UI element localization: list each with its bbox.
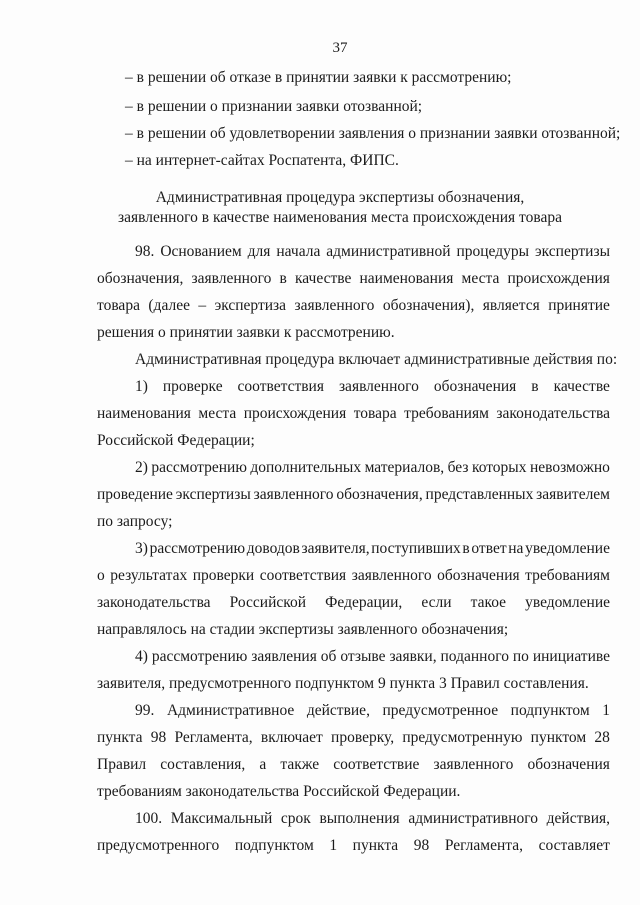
word: заявителем <box>536 486 610 503</box>
word: Максимальный <box>170 810 273 827</box>
word: срок <box>280 810 311 827</box>
word: результатах <box>110 567 188 584</box>
word: качестве <box>553 378 610 395</box>
text-line: Российской Федерации; <box>97 432 255 449</box>
word: по <box>512 648 529 665</box>
word: 98 <box>150 729 167 746</box>
word: Российской <box>229 594 307 611</box>
word: такое <box>470 594 507 611</box>
text-line: требованиям законодательства Российской Федерации. <box>97 783 461 800</box>
section-heading-line: Административная процедура экспертизы обозначения, <box>155 189 525 206</box>
word: заявленного <box>294 297 375 314</box>
text-line <box>135 379 610 395</box>
word: также <box>280 756 320 773</box>
word: действия, <box>546 810 610 827</box>
text-line <box>97 298 610 314</box>
word: на <box>508 540 524 557</box>
word: невозможно <box>529 459 610 476</box>
word: наименования <box>359 270 454 287</box>
word: заявки, <box>389 648 437 665</box>
text-line <box>97 757 610 773</box>
word: которых <box>471 459 527 476</box>
text-line <box>135 541 610 557</box>
text-line: Административная процедура включает административные действия по: <box>135 351 618 368</box>
word: Регламента, <box>444 837 523 854</box>
word: качестве <box>294 270 352 287</box>
word: требованиям <box>404 405 489 422</box>
word: 1 <box>602 702 610 719</box>
word: административной <box>326 243 451 260</box>
word: наименования <box>97 405 191 422</box>
word: уведомление <box>525 540 610 557</box>
text-line: заявителя, предусмотренного подпунктом 9 пункта 3 Правил составления. <box>97 675 589 692</box>
text-line <box>135 703 610 719</box>
bullet-item: – в решении об удовлетворении заявления о признании заявки отозванной; <box>125 125 621 142</box>
word: заявленного <box>338 378 419 395</box>
word: представленных <box>425 486 534 503</box>
word: подпунктом <box>510 702 590 719</box>
word: уведомление <box>525 594 610 611</box>
word: Федерации, <box>325 594 403 611</box>
text-line: по запросу; <box>97 513 173 530</box>
word: выполнения <box>319 810 400 827</box>
text-line <box>97 406 610 422</box>
word: экспертизы <box>175 486 251 503</box>
word: – <box>198 297 207 314</box>
word: а <box>259 756 267 773</box>
word: инициативе <box>532 648 610 665</box>
word: (далее <box>148 297 190 314</box>
word: об <box>320 648 337 665</box>
word: обозначения <box>527 756 610 773</box>
word: предусмотренного <box>97 837 220 854</box>
word: процедуры <box>456 243 530 260</box>
text-line: направлялось на стадии экспертизы заявленного обозначения; <box>97 621 509 638</box>
word: рассмотрению <box>151 648 248 665</box>
word: заявления <box>251 648 317 665</box>
word: для <box>247 243 271 260</box>
word: пункта <box>97 729 143 746</box>
word: соответствие <box>333 756 420 773</box>
text-line <box>97 568 610 584</box>
word: требованиям <box>525 567 610 584</box>
word: рассмотрению <box>151 459 247 476</box>
word: принятие <box>548 297 610 314</box>
word: в <box>279 270 287 287</box>
word: обозначения <box>433 378 517 395</box>
text-line <box>97 487 610 503</box>
word: Регламента, <box>174 729 253 746</box>
word: 99. <box>135 702 155 719</box>
bullet-item: – в решении об отказе в принятии заявки к рассмотрению; <box>125 69 512 86</box>
word: административного <box>408 810 539 827</box>
word: Основанием <box>160 243 242 260</box>
word: заявленного <box>191 270 272 287</box>
word: 28 <box>594 729 610 746</box>
word: пункта <box>352 837 399 854</box>
word: проверке <box>162 378 223 395</box>
word: происхождения <box>243 405 347 422</box>
word: включает <box>260 729 323 746</box>
text-line: решения о принятии заявки к рассмотрению. <box>97 324 395 341</box>
word: 100. <box>135 810 163 827</box>
word: 1 <box>329 837 338 854</box>
text-line <box>135 460 610 476</box>
word: пунктом <box>530 729 587 746</box>
word: 98 <box>413 837 430 854</box>
text-line <box>97 730 610 746</box>
word: обозначения), <box>382 297 475 314</box>
text-line <box>97 838 610 854</box>
word: заявителя, <box>301 540 370 557</box>
word: экспертизы <box>534 243 610 260</box>
word: составления, <box>160 756 246 773</box>
word: соответствия <box>259 567 347 584</box>
word: товара <box>97 297 140 314</box>
word: поступивших <box>371 540 461 557</box>
word: заявленного <box>253 486 334 503</box>
word: законодательства <box>496 405 610 422</box>
word: Административное <box>166 702 295 719</box>
text-line <box>97 271 610 287</box>
word: в <box>462 540 470 557</box>
word: о <box>97 567 105 584</box>
word: обозначения <box>437 567 520 584</box>
section-heading-line: заявленного в качестве наименования места происхождения товара <box>117 209 562 226</box>
word: законодательства <box>97 594 211 611</box>
word: места <box>461 270 500 287</box>
word: рассмотрению <box>149 540 246 557</box>
word: предусмотренное <box>382 702 499 719</box>
word: поданного <box>440 648 509 665</box>
bullet-item: – в решении о признании заявки отозванной; <box>125 98 423 115</box>
word: происхождения <box>507 270 610 287</box>
word: проведение <box>97 486 173 503</box>
word: заявленного <box>351 567 432 584</box>
word: 1) <box>135 378 148 395</box>
word: доводов <box>246 540 300 557</box>
word: действие, <box>306 702 370 719</box>
bullet-item: – на интернет-сайтах Роспатента, ФИПС. <box>125 152 399 169</box>
word: обозначения, <box>97 270 184 287</box>
word: в <box>531 378 539 395</box>
page-number: 37 <box>332 40 348 56</box>
word: предусмотренную <box>402 729 523 746</box>
word: материалов, <box>364 459 445 476</box>
word: если <box>421 594 452 611</box>
text-line <box>135 244 610 260</box>
word: 3) <box>135 540 148 557</box>
text-line <box>135 649 610 665</box>
word: обозначения, <box>336 486 423 503</box>
word: без <box>447 459 469 476</box>
word: 4) <box>135 648 148 665</box>
word: проверку, <box>331 729 395 746</box>
word: экспертиза <box>214 297 287 314</box>
word: отзыве <box>340 648 386 665</box>
word: соответствия <box>237 378 324 395</box>
word: является <box>482 297 540 314</box>
word: места <box>198 405 237 422</box>
word: заявленного <box>433 756 514 773</box>
word: подпунктом <box>234 837 314 854</box>
text-line <box>97 595 610 611</box>
word: проверки <box>192 567 255 584</box>
word: ответ <box>471 540 507 557</box>
word: товара <box>353 405 397 422</box>
word: дополнительных <box>250 459 362 476</box>
word: 98. <box>135 243 155 260</box>
word: Правил <box>97 756 147 773</box>
text-line <box>135 811 610 827</box>
word: начала <box>276 243 321 260</box>
word: 2) <box>135 459 148 476</box>
word: составляет <box>538 837 610 854</box>
